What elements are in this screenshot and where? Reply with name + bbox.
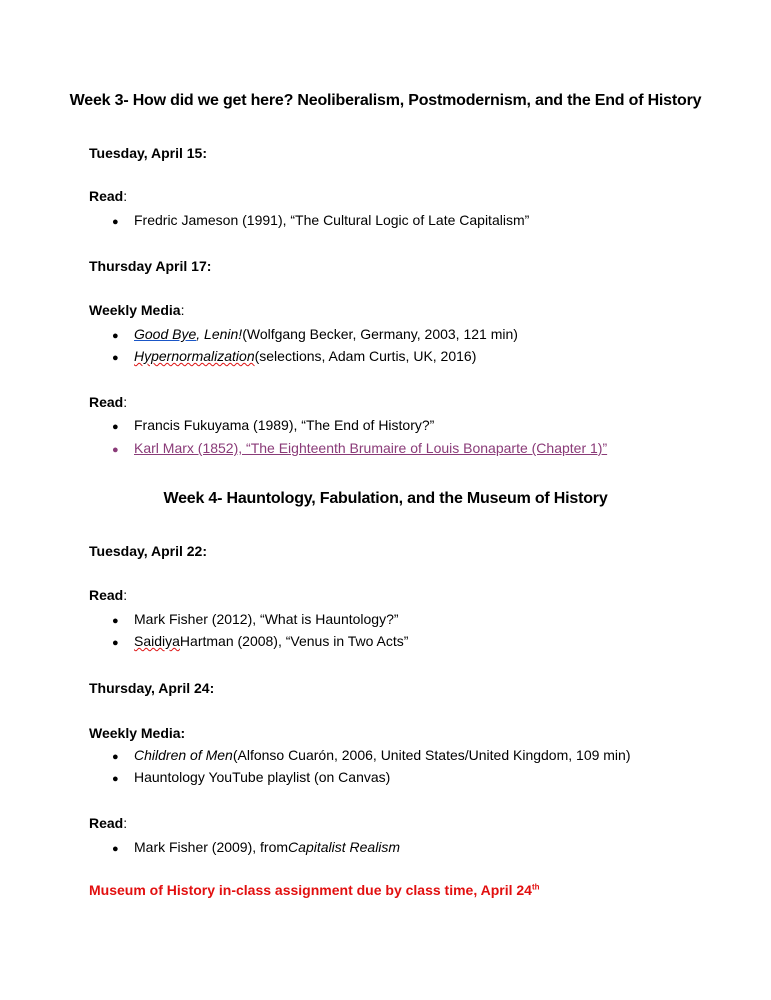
list-item	[112, 212, 529, 228]
week4-heading: Week 4- Hauntology, Fabulation, and the Museum of History	[163, 490, 608, 507]
week4-tuesday-read-label: Read:	[89, 587, 128, 603]
bullet-icon: ●	[112, 352, 119, 364]
reading-text: Fredric Jameson (1991), “The Cultural Logic of Late Capitalism”	[134, 212, 530, 228]
media-details: (selections, Adam Curtis, UK, 2016)	[254, 348, 477, 364]
week4-thursday-date: Thursday, April 24:	[89, 680, 215, 696]
list-item	[112, 348, 476, 364]
reading-text: Hartman (2008), “Venus in Two Acts”	[179, 633, 409, 649]
list-item	[112, 440, 607, 456]
list-item	[112, 747, 631, 763]
list-item	[112, 839, 400, 855]
list-item	[112, 769, 390, 785]
week3-tuesday-date: Tuesday, April 15:	[89, 145, 207, 161]
bullet-icon: ●	[112, 773, 119, 785]
bullet-icon: ●	[112, 421, 119, 433]
week4-media-label: Weekly Media:	[89, 725, 186, 741]
reading-text: Mark Fisher (2009), from	[134, 839, 289, 855]
media-details: (Wolfgang Becker, Germany, 2003, 121 min)	[242, 326, 518, 342]
bullet-icon: ●	[112, 330, 119, 342]
bullet-icon: ●	[112, 444, 119, 456]
reading-text: Francis Fukuyama (1989), “The End of History?”	[134, 417, 435, 433]
media-details: (Alfonso Cuarón, 2006, United States/United Kingdom, 109 min)	[232, 747, 631, 763]
week4-tuesday-date: Tuesday, April 22:	[89, 543, 207, 559]
assignment-notice: Museum of History in-class assignment due by class time, April 24th	[89, 882, 540, 898]
week3-heading: Week 3- How did we get here? Neoliberalism, Postmodernism, and the End of History	[69, 92, 702, 109]
week3-thursday-read-label: Read:	[89, 394, 128, 410]
marx-reading-link[interactable]: Karl Marx (1852), “The Eighteenth Brumaire of Louis Bonaparte (Chapter 1)”	[134, 440, 608, 456]
author-name: Saidiya	[134, 633, 180, 649]
assignment-ordinal: th	[531, 882, 540, 892]
bullet-icon: ●	[112, 751, 119, 763]
bullet-icon: ●	[112, 637, 119, 649]
list-item	[112, 633, 408, 649]
reading-text: Mark Fisher (2012), “What is Hauntology?”	[134, 611, 399, 627]
media-title: Good Bye	[134, 326, 197, 342]
media-title: Hypernormalization	[134, 348, 255, 364]
list-item	[112, 417, 434, 433]
reading-title: Capitalist Realism	[288, 839, 401, 855]
list-item	[112, 326, 518, 342]
week3-thursday-date: Thursday April 17:	[89, 258, 212, 274]
bullet-icon: ●	[112, 216, 119, 228]
list-item	[112, 611, 399, 627]
bullet-icon: ●	[112, 843, 119, 855]
media-text: Hauntology YouTube playlist (on Canvas)	[134, 769, 391, 785]
week3-media-label: Weekly Media:	[89, 302, 185, 318]
media-title-rest: , Lenin!	[196, 326, 243, 342]
week4-thursday-read-label: Read:	[89, 815, 128, 831]
bullet-icon: ●	[112, 615, 119, 627]
media-title: Children of Men	[134, 747, 233, 763]
week3-tuesday-read-label: Read:	[89, 188, 128, 204]
